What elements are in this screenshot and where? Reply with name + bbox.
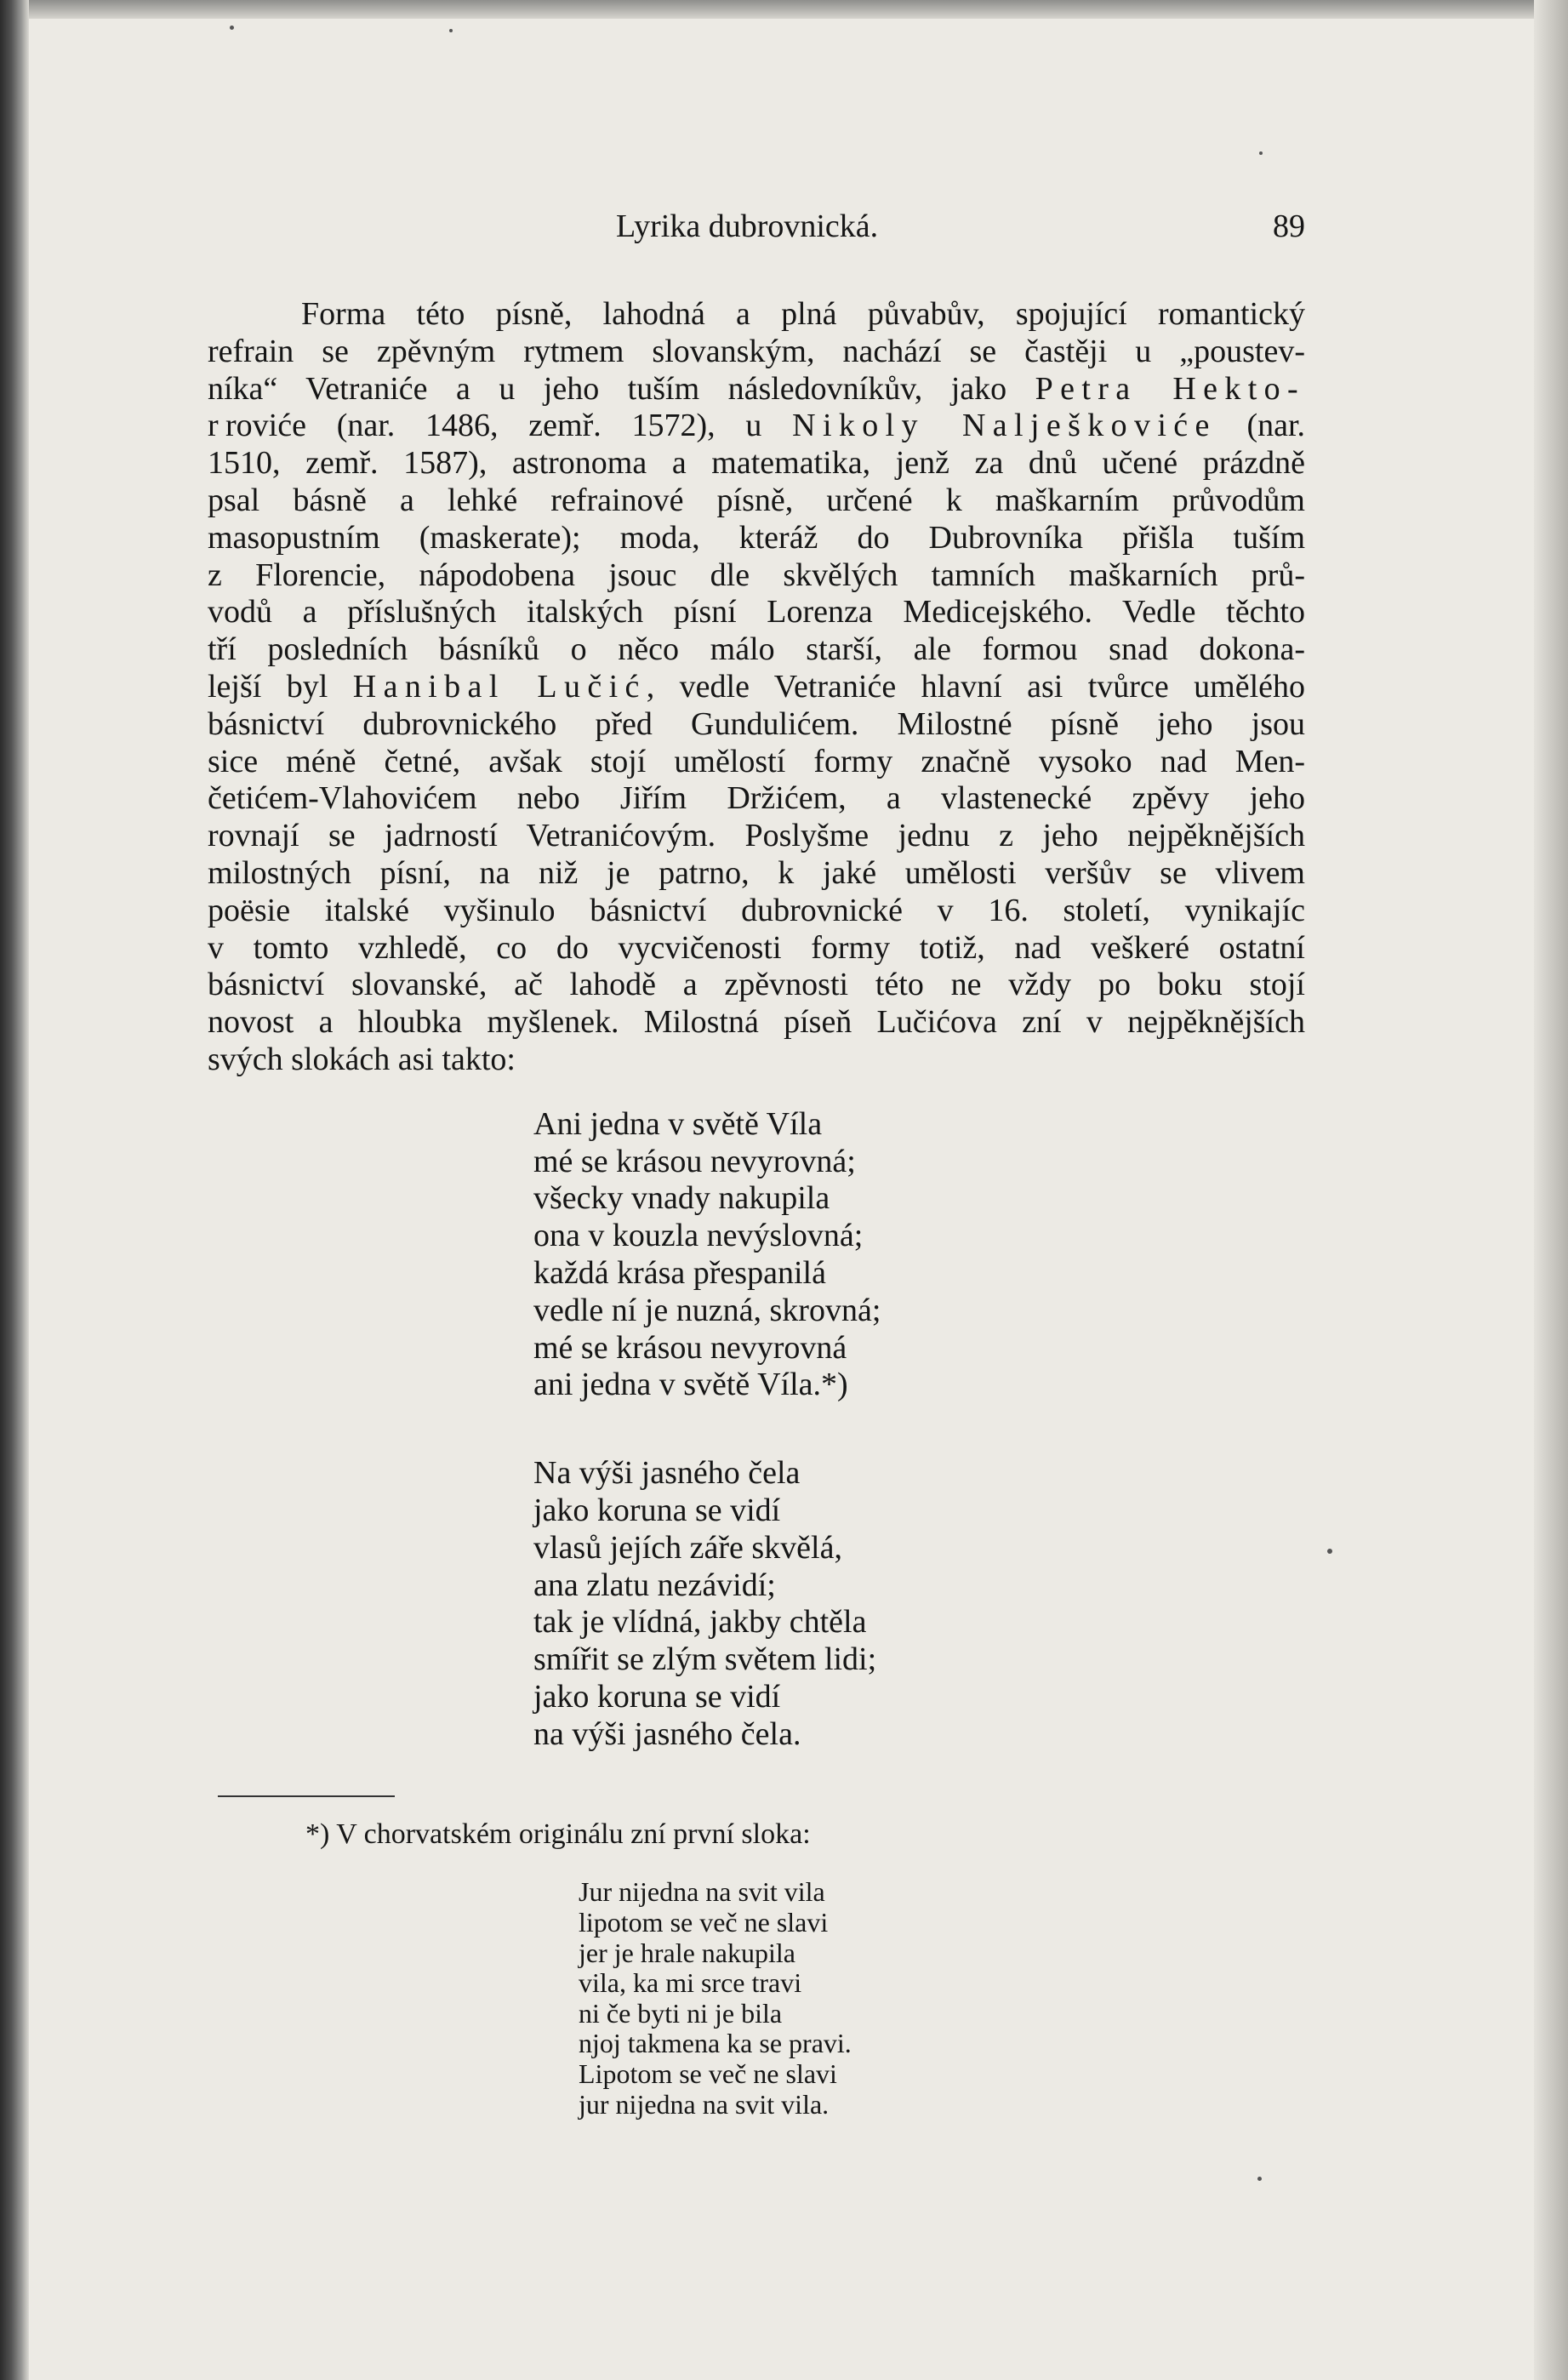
page-number: 89 (1273, 208, 1305, 244)
verse-line: vedle ní je nuzná, skrovná; (533, 1292, 881, 1328)
text-line: básnictví slovanské, ač lahodě a zpěvnosti této ne vždy po boku stojí (208, 967, 1305, 1003)
scan-left-edge (0, 0, 29, 2380)
text-line: Forma této písně, lahodná a plná půvabův, spojující romantický (301, 296, 1305, 332)
verse-line: všecky vnady nakupila (533, 1180, 830, 1217)
footnote-text: *) V chorvatském originálu zní první sloka: (305, 1818, 811, 1851)
verse-line: ona v kouzla nevýslovná; (533, 1218, 864, 1254)
text-segment: (nar. (1216, 408, 1306, 444)
footnote-divider (218, 1795, 395, 1797)
running-head (208, 201, 1305, 252)
verse-line: ani jedna v světě Víla.*) (533, 1367, 848, 1403)
verse-line: lipotom se več ne slavi (579, 1907, 829, 1938)
verse-line: njoj takmena ka se pravi. (579, 2028, 852, 2059)
footnote-original-stanza (208, 1877, 1305, 2120)
scan-top-edge (0, 0, 1568, 19)
verse-line: jako koruna se vidí (533, 1492, 781, 1528)
text-line: vodů a příslušných italských písní Lorenza Medicejského. Vedle těchto (208, 594, 1305, 631)
verse-line: vlasů jejích záře skvělá, (533, 1529, 842, 1566)
verse-line: každá krása přespanilá (533, 1254, 826, 1291)
text-line: 1510, zemř. 1587), astronoma a matematika, jenž za dnů učené prázdně (208, 445, 1305, 482)
verse-line: smířit se zlým světem lidi; (533, 1641, 877, 1678)
text-line: milostných písní, na niž je patrno, k jaké umělosti veršův se vlivem (208, 854, 1305, 891)
verse-line: mé se krásou nevyrovná (533, 1329, 847, 1366)
verse-line: Lipotom se več ne slavi (579, 2058, 837, 2090)
person-name-hektorovic-tail: r (208, 408, 226, 444)
dust-speck (1327, 1549, 1332, 1554)
running-title: Lyrika dubrovnická. (616, 208, 879, 244)
text-line (208, 408, 1305, 445)
verse-line: jur nijedna na svit vila. (579, 2088, 830, 2120)
verse-line: tak je vlídná, jakby chtěla (533, 1604, 867, 1641)
person-name-naljeskovic: Nikoly Nalješkoviće (792, 408, 1217, 444)
text-line: sice méně četné, avšak stojí umělostí formy značně vysoko nad Men- (208, 743, 1305, 779)
verse-line: jako koruna se vidí (533, 1678, 781, 1715)
verse-line: Na výši jasného čela (533, 1455, 801, 1492)
text-line: psal básně a lehké refrainové písně, určené k maškarním průvodům (208, 482, 1305, 518)
verse-line: ni če byti ni je bila (579, 1997, 783, 2029)
person-name-hektorovic: Petra Hekto- (1035, 370, 1306, 407)
verse-line: Ani jedna v světě Víla (533, 1105, 823, 1142)
text-segment: níka“ Vetraniće a u jeho tuším následovníkův, jako (208, 370, 1007, 407)
text-line: rovnají se jadrností Vetranićovým. Poslyšme jednu z jeho nejpěknějších (208, 818, 1305, 854)
person-name-lucic: Hanibal Lučić (352, 668, 647, 705)
poem-stanza-1 (208, 1106, 1305, 1455)
body-paragraph (208, 296, 1305, 1079)
text-segment: , vedle Vetraniće hlavní asi tvůrce umělého (646, 668, 1305, 705)
book-page (208, 201, 1305, 2120)
dust-speck (449, 29, 453, 32)
text-line: refrain se zpěvným rytmem slovanským, nachází se častěji u „poustev- (208, 333, 1305, 369)
text-line: svých slokách asi takto: (208, 1041, 516, 1077)
verse-line: jer je hrale nakupila (579, 1937, 795, 1968)
dust-speck (1259, 151, 1263, 155)
verse-line: ana zlatu nezávidí; (533, 1567, 776, 1603)
text-segment: roviće (nar. 1486, zemř. 1572), u (225, 408, 762, 444)
dust-speck (1257, 2177, 1262, 2181)
text-line: v tomto vzhledě, co do vycvičenosti formy totiž, nad veškeré ostatní (208, 929, 1305, 966)
scan-right-edge (1534, 0, 1568, 2380)
text-line: masopustním (maskerate); moda, kteráž do Dubrovníka přišla tuším (208, 519, 1305, 556)
verse-line: vila, ka mi srce travi (579, 1967, 802, 1999)
stanza-gap (533, 1404, 1305, 1455)
text-line: z Florencie, nápodobena jsouc dle skvělých tamních maškarních prů- (208, 556, 1305, 593)
text-segment: lejší byl (208, 668, 328, 705)
verse-line: Jur nijedna na svit vila (579, 1876, 825, 1908)
text-line: četićem-Vlahovićem nebo Jiřím Držićem, a vlastenecké zpěvy jeho (208, 780, 1305, 817)
text-line: tří posledních básníků o něco málo starší, ale formou snad dokona- (208, 631, 1305, 668)
text-line: novost a hloubka myšlenek. Milostná píseň Lučićova zní v nejpěknějších (208, 1004, 1305, 1041)
verse-line: mé se krásou nevyrovná; (533, 1143, 856, 1179)
text-line: poësie italské vyšinulo básnictví dubrovnické v 16. století, vynikajíc (208, 892, 1305, 928)
text-line (208, 669, 1305, 706)
verse-line: na výši jasného čela. (533, 1715, 801, 1752)
poem-stanza-2 (208, 1455, 1305, 1753)
dust-speck (230, 26, 234, 30)
text-line: básnictví dubrovnického před Gundulićem. Milostné písně jeho jsou (208, 705, 1305, 742)
text-line (208, 371, 1305, 408)
